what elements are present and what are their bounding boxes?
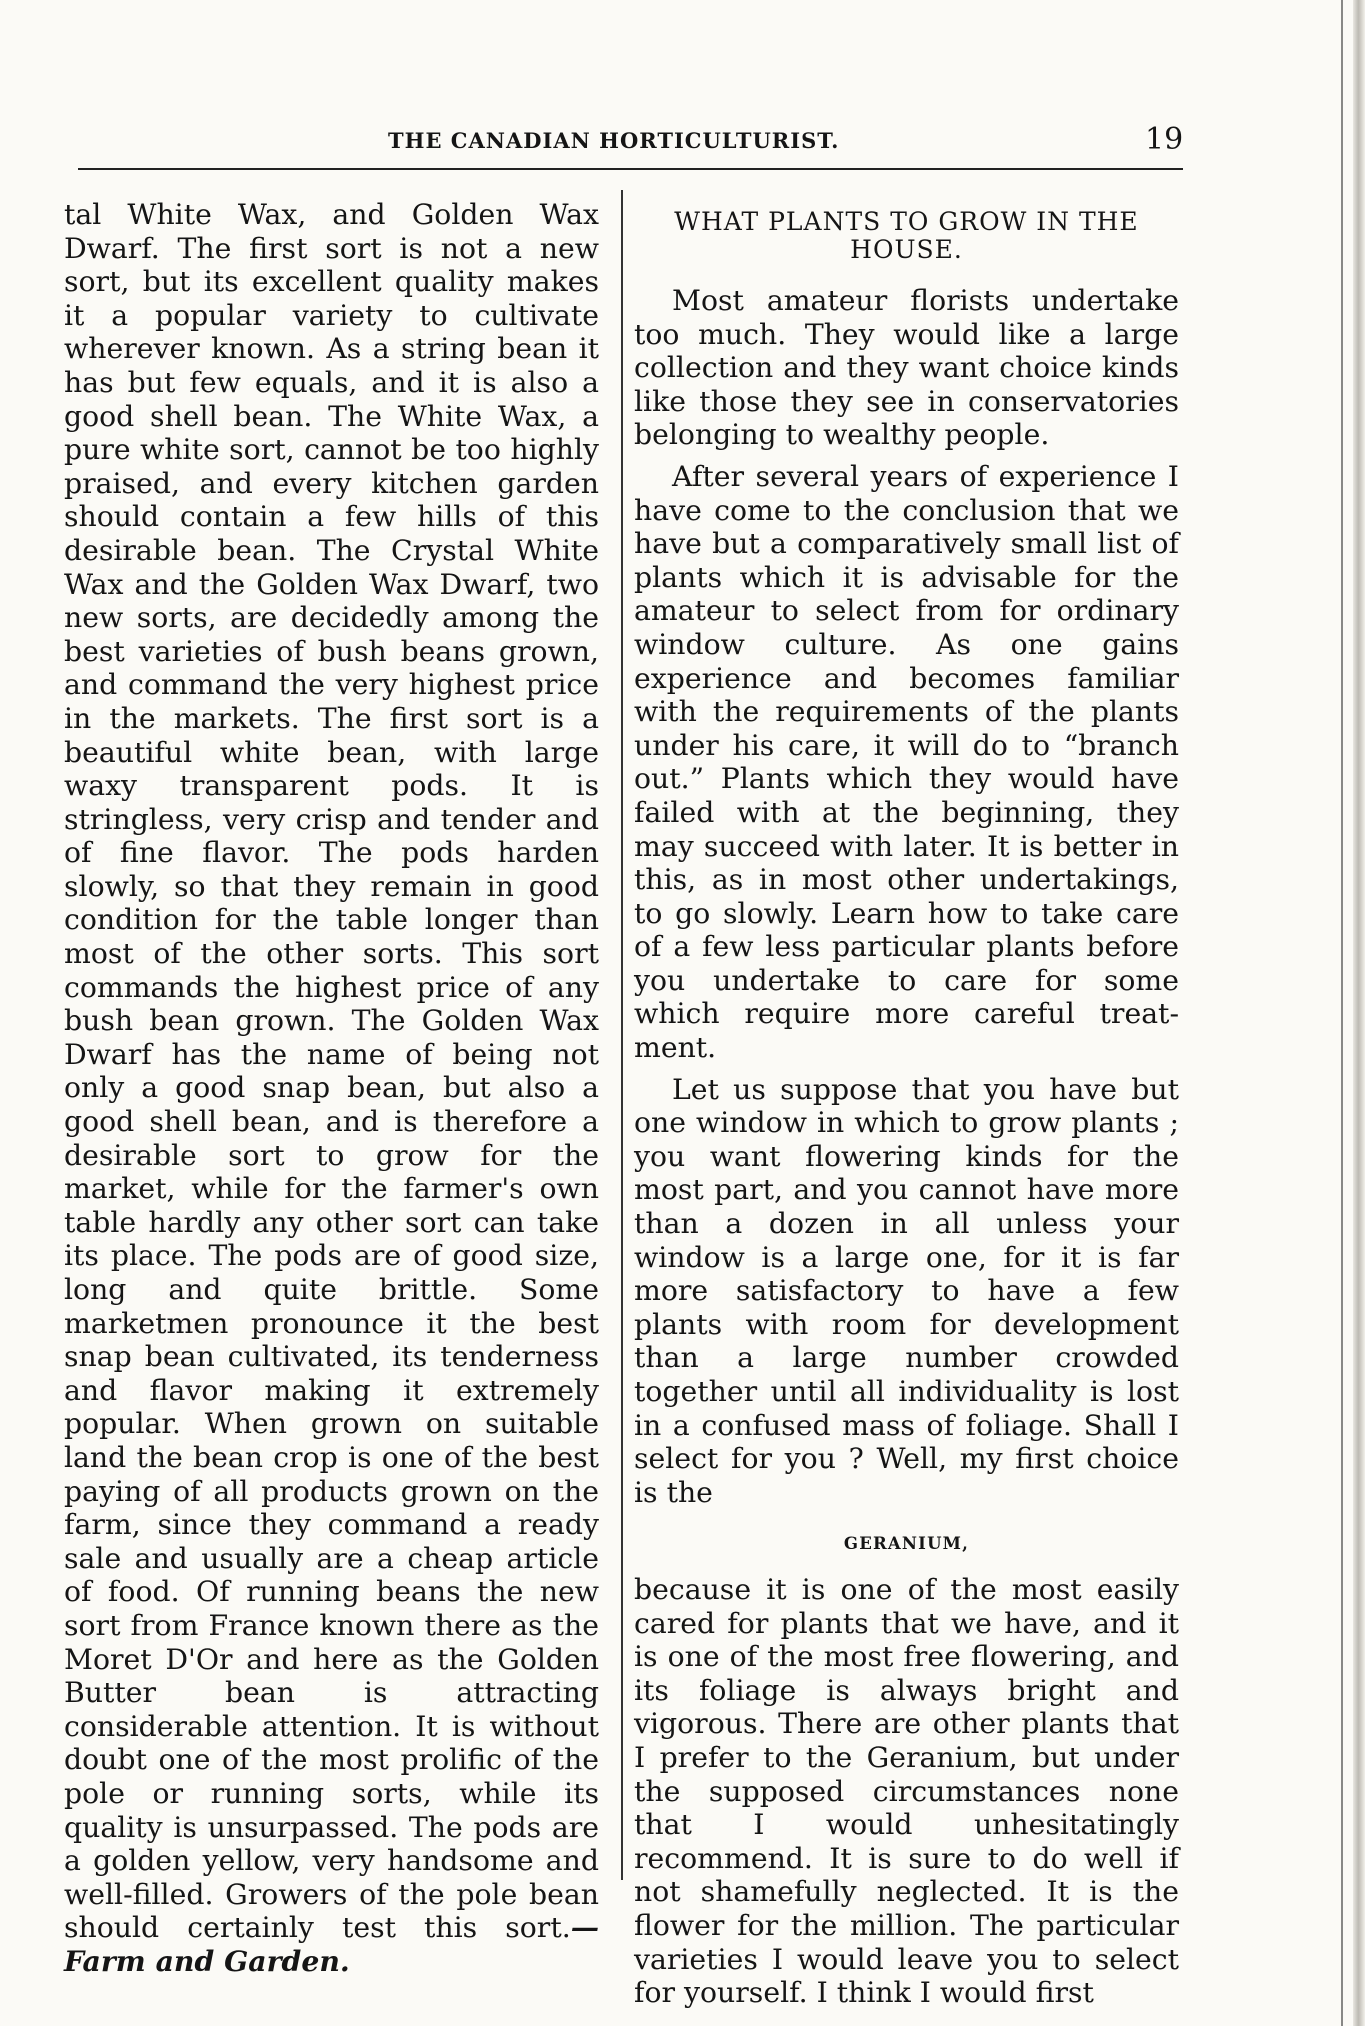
article-paragraph-2: After several years of experience I have come to the conclusion that we have but a comparatively small list of plants which it is advisable for the amateur to select from for ordinary window culture. As one gains experience and becomes familiar with the requirements of the plants under his care, it will do to “branch out.” Plants which they would have failed with at the beginning, they may succeed with later. It is better in this, as in most other undertakings, to go slowly. Learn how to take care of a few less particular plants before you undertake to care for some which require more careful treatment. bbox=[634, 459, 1179, 1065]
page-edge bbox=[1353, 0, 1365, 2026]
header-rule bbox=[78, 168, 1183, 170]
article-paragraph-1: Most amateur florists undertake too much. They would like a large collection and they want choice kinds like those they see in conservatories belonging to wealthy people. bbox=[634, 284, 1179, 452]
page-edge-line bbox=[1341, 0, 1343, 2026]
article-paragraph-4: because it is one of the most easily cared for plants that we have, and it is one of the most free flowering, and its foliage is always bright and vigorous. There are other plants that I prefer to the Geranium, but under the supposed circumstances none that I would unhesitatingly recommend. It is sure to do well if not shamefully neglected. It is the flower for the million. The particular varieties I would leave you to select for yourself. I think I would first bbox=[634, 1572, 1179, 2010]
source-attribution: —Farm and Garden. bbox=[64, 1910, 599, 1978]
right-column bbox=[634, 198, 1179, 2010]
left-column-text: tal White Wax, and Golden Wax Dwarf. The first sort is not a new sort, but its excellent quality makes it a popular variety to cultivate wherever known. As a string bean it has but few equals, and it is also a good shell bean. The White Wax, a pure white sort, cannot be too highly praised, and every kitchen garden should contain a few hills of this desirable bean. The Crystal White Wax and the Golden Wax Dwarf, two new sorts, are decidedly among the best varieties of bush beans grown, and command the very highest price in the markets. The first sort is a beautiful white bean, with large waxy transparent pods. It is stringless, very crisp and tender and of fine flavor. The pods harden slowly, so that they remain in good condition for the table longer than most of the other sorts. This sort commands the highest price of any bush bean grown. The Golden Wax Dwarf has the name of being not only a good snap bean, but also a good shell bean, and is therefore a desirable sort to grow for the market, while for the farmer's own table hardly any other sort can take its place. The pods are of good size, long and quite brittle. Some marketmen pronounce it the best snap bean cultivated, its tenderness and flavor making it extremely popular. When grown on suitable land the bean crop is one of the best paying of all products grown on the farm, since they command a ready sale and usually are a cheap article of food. Of running beans the new sort from France known there as the Moret D'Or and here as the Golden Butter bean is attracting considerable attention. It is without doubt one of the most prolific of the pole or running sorts, while its quality is unsurpassed. The pods are a golden yellow, very handsome and well-filled. Growers of the pole bean should certainly test this sort. bbox=[64, 198, 599, 1945]
running-title: THE CANADIAN HORTICULTURIST. bbox=[388, 128, 840, 153]
geranium-subheading: GERANIUM, bbox=[843, 1534, 970, 1554]
running-head bbox=[0, 122, 1365, 162]
left-column-paragraph bbox=[64, 198, 599, 1978]
article-heading: WHAT PLANTS TO GROW IN THE HOUSE. bbox=[674, 207, 1139, 264]
page-number: 19 bbox=[1145, 122, 1184, 157]
column-divider bbox=[621, 190, 623, 1880]
article-paragraph-3: Let us suppose that you have but one window in which to grow plants ; you want flowering kinds for the most part, and you cannot have more than a dozen in all unless your window is a large one, for it is far more satisfactory to have a few plants with room for development than a large number crowded together until all individuality is lost in a confused mass of foliage. Shall I select for you ? Well, my first choice is the bbox=[634, 1072, 1179, 1509]
left-column bbox=[64, 198, 599, 1978]
